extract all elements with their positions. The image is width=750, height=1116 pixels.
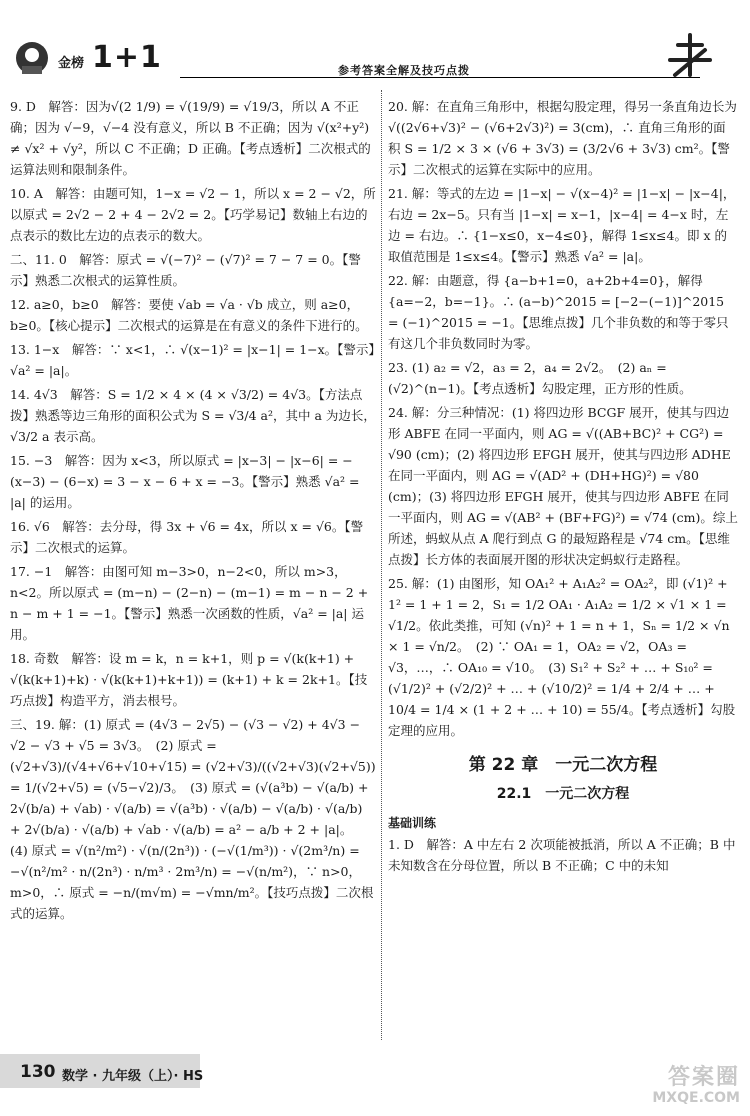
- left-column: [10, 96, 376, 1021]
- decorative-glyph-icon: [660, 20, 720, 80]
- watermark-line-2: MXQE.COM: [652, 1090, 740, 1106]
- header-title: 参考答案全解及技巧点拨: [338, 64, 470, 77]
- answer-15: 15. −3 解答：因为 x<3，所以原式 = |x−3| − |x−6| = −(x−3) − (6−x) = 3 − x − 6 + x = −3。【警示】熟悉 √a² = |a| 的运用。: [10, 453, 360, 510]
- footer-subject: 数学 · 九年级（上）· HS: [62, 1069, 204, 1084]
- answer-21: 21. 解：等式的左边 = |1−x| − √(x−4)² = |1−x| − |x−4|，右边 = 2x−5。只有当 |1−x| = x−1，|x−4| = 4−x 时，左边 = 右边。∴ {1−x≤0，x−4≤0}，解得 1≤x≤4。即 x 的取值范围是 1≤x≤4。【警示】熟悉 √a² = |a|。: [388, 186, 736, 264]
- watermark: [610, 1060, 740, 1110]
- right-column: [388, 96, 738, 1041]
- answer-12: 12. a≥0，b≥0 解答：要使 √ab = √a · √b 成立，则 a≥0，b≥0。【核心提示】二次根式的运算是在有意义的条件下进行的。: [10, 297, 368, 333]
- watermark-line-1: 答案圈: [667, 1065, 740, 1090]
- subheading: 基础训练: [388, 816, 437, 830]
- answer-14: 14. 4√3 解答：S = 1/2 × 4 × (4 × √3/2) = 4√3。【方法点拨】熟悉等边三角形的面积公式为 S = √3/4 a²，其中 a 为边长，√3/2 a 表示高。: [10, 387, 376, 444]
- column-divider: [381, 90, 382, 1040]
- answer-19: 三、19. 解：(1) 原式 = (4√3 − 2√5) − (√3 − √2) + 4√3 − √2 − √3 + √5 = 3√3。 (2) 原式 = (√2+√3)/(√4+√6+√10+√15) = (√2+√3)/((√2+√3)(√2+√5)) = 1/(√2+√5) = (√5−√2)/3。 (3) 原式 = (√(a³b) − √(a/b) + 2√(b/a) + √ab) · √(a/b) = √(a³b) · √(a/b) − √(a/b) · √(a/b) + 2√(b/a) · √(a/b) + √ab · √(a/b) = a² − a/b + 2 + |a|。 (4) 原式 = √(n²/m²) · √(n/(2n³)) · (−√(1/m³)) · √(2m³/n) = −√(n²/m² · n/(2n³) · n/m³ · 2m³/n) = −√(n/m²)，∵ n>0，m>0，∴ 原式 = −n/(m√m) = −√mn/m²。【技巧点拨】二次根式的运算。: [10, 717, 376, 921]
- page-footer: [0, 1050, 750, 1116]
- answer-18: 18. 奇数 解答：设 m = k，n = k+1，则 p = √(k(k+1) + √(k(k+1)+k) · √(k(k+1)+k+1)) = (k+1) + k = 2k+1。【技巧点拨】构造平方，消去根号。: [10, 651, 368, 708]
- answer-17: 17. −1 解答：由图可知 m−3>0，n−2<0，所以 m>3，n<2。所以原式 = (m−n) − (2−n) − (m−1) = m − n − 2 + n − m + 1 = −1。【警示】熟悉一次函数的性质，√a² = |a| 运用。: [10, 564, 369, 642]
- page-number: 130: [20, 1062, 56, 1082]
- section-title: 22.1 一元二次方程: [496, 786, 630, 802]
- answer-11: 二、11. 0 解答：原式 = √(−7)² − (√7)² = 7 − 7 = 0。【警示】熟悉二次根式的运算性质。: [10, 252, 361, 288]
- answer-25: 25. 解：(1) 由图形，知 OA₁² + A₁A₂² = OA₂²，即 (√1)² + 1² = 1 + 1 = 2，S₁ = 1/2 OA₁ · A₁A₂ = 1/2 × √1 × 1 = √1/2。依此类推，可知 (√n)² + 1 = n + 1，Sₙ = 1/2 × √n × 1 = √n/2。 (2) ∵ OA₁ = 1，OA₂ = √2，OA₃ = √3，…，∴ OA₁₀ = √10。 (3) S₁² + S₂² + … + S₁₀² = (√1/2)² + (√2/2)² + … + (√10/2)² = 1/4 + 2/4 + … + 10/4 = 1/4 × (1 + 2 + … + 10) = 55/4。【考点透析】勾股定理的应用。: [388, 576, 736, 738]
- answer-16: 16. √6 解答：去分母，得 3x + √6 = 4x，所以 x = √6。【警示】二次根式的运算。: [10, 519, 364, 555]
- brand-small-text: 金榜: [58, 56, 85, 71]
- brand-big-text: 1+1: [92, 40, 162, 75]
- answer-10: 10. A 解答：由题可知，1−x = √2 − 1，所以 x = 2 − √2，所以原式 = 2√2 − 2 + 4 − 2√2 = 2。【巧学易记】数轴上右边的点表示的数比左边的点表示的数大。: [10, 186, 376, 243]
- chapter-title: 第 22 章 一元二次方程: [468, 755, 658, 775]
- answer-9: 9. D 解答：因为√(2 1/9) = √(19/9) = √19/3，所以 A 不正确；因为 √−9，√−4 没有意义，所以 B 不正确；因为 √(x²+y²) ≠ √x² + √y²，所以 C 不正确；D 正确。【考点透析】二次根式的运算法则和限制条件。: [10, 99, 371, 177]
- answer-23: 23. (1) a₂ = √2，a₃ = 2，a₄ = 2√2。 (2) aₙ = (√2)^(n−1)。【考点透析】勾股定理，正方形的性质。: [388, 360, 692, 396]
- answer-24: 24. 解：分三种情况：(1) 将四边形 BCGF 展开，使其与四边形 ABFE 在同一平面内，则 AG = √((AB+BC)² + CG²) = √90 (cm)；(2) 将四边形 EFGH 展开，使其与四边形 ADHE 在同一平面内，则 AG = √(AD² + (DH+HG)²) = √80 (cm)；(3) 将四边形 EFGH 展开，使其与四边形 ABFE 在同一平面内，则 AG = √(AB² + (BF+FG)²) = √74 (cm)。综上所述，蚂蚁从点 A 爬行到点 G 的最短路程是 √74 cm。【思维点拨】长方体的表面展开图的形状决定蚂蚁行走路程。: [388, 405, 738, 567]
- chapter-answer-1: 1. D 解答：A 中左右 2 次项能被抵消，所以 A 不正确；B 中未知数含在分母位置，所以 B 不正确；C 中的未知: [388, 837, 736, 873]
- answer-22: 22. 解：由题意，得 {a−b+1=0，a+2b+4=0}，解得 {a=−2，b=−1}。∴ (a−b)^2015 = [−2−(−1)]^2015 = (−1)^2015 = −1。【思维点拨】几个非负数的和等于零只有这几个非负数同时为零。: [388, 273, 729, 351]
- header-rule: [180, 77, 700, 78]
- page-header: [0, 0, 750, 80]
- answer-20: 20. 解：在直角三角形中，根据勾股定理，得另一条直角边长为 √((2√6+√3)² − (√6+2√3)²) = 3(cm)，∴ 直角三角形的面积 S = 1/2 × 3 × (√6 + 3√3) = (3/2√6 + 3√3) cm²。【警示】二次根式的运算在实际中的应用。: [388, 99, 737, 177]
- answer-13: 13. 1−x 解答：∵ x<1，∴ √(x−1)² = |x−1| = 1−x。【警示】√a² = |a|。: [10, 342, 375, 378]
